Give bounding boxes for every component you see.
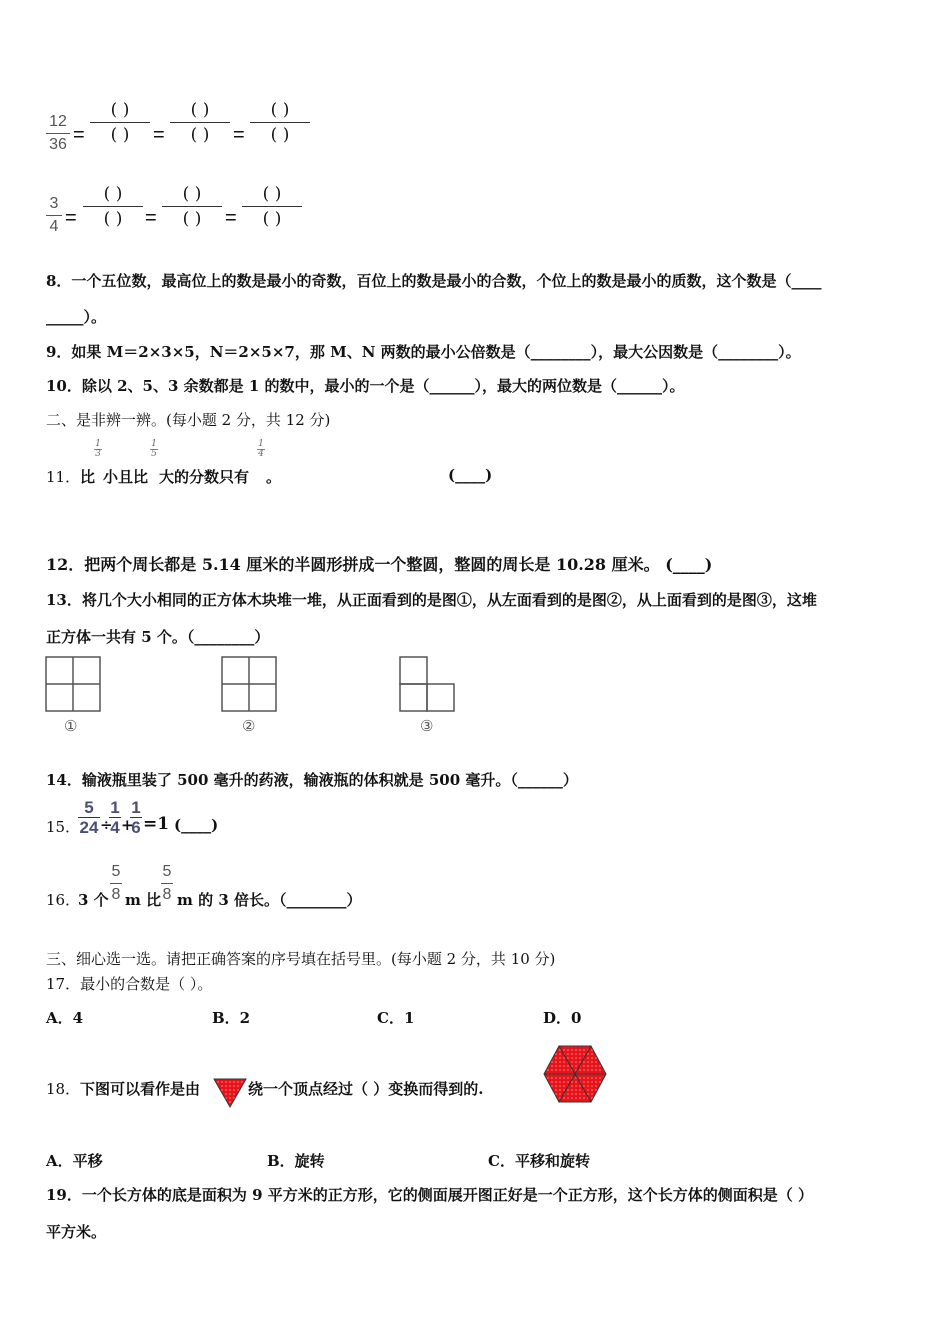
fraction-1-4 xyxy=(257,440,265,459)
question-8-line1: 8．一个五位数，最高位上的数是最小的奇数，百位上的数是最小的合数，个位上的数是最小的质数，这个数是（____ xyxy=(46,272,822,290)
fraction-denominator: 8 xyxy=(111,886,121,903)
blank-denominator: ( ) xyxy=(182,209,202,229)
blank-fraction[interactable] xyxy=(170,100,230,145)
question-11 xyxy=(46,439,546,486)
question-text: 小且比 xyxy=(103,468,149,486)
blank-numerator: ( ) xyxy=(110,100,130,120)
blank-denominator: ( ) xyxy=(190,125,210,145)
operator-plus: + xyxy=(121,816,134,834)
section-2-heading: 二、是非辨一辨。(每小题 2 分，共 12 分) xyxy=(46,411,331,429)
question-text: 绕一个顶点经过（ ）变换而得到的. xyxy=(248,1080,484,1098)
blank-denominator: ( ) xyxy=(262,209,282,229)
operator-divide: ÷ xyxy=(100,816,113,834)
blank-fraction[interactable] xyxy=(242,184,302,229)
question-13-line2: 正方体一共有 5 个。（________） xyxy=(46,628,270,646)
question-13-line1: 13．将几个大小相同的正方体木块堆一堆，从正面看到的是图①，从左面看到的是图②，从上面看到的是图③，这堆 xyxy=(46,591,817,609)
fraction-numerator: 3 xyxy=(49,195,59,212)
question-16 xyxy=(46,860,446,910)
fraction-denominator: 3 xyxy=(95,449,101,459)
question-number: 15． xyxy=(46,818,81,836)
question-text: 。 xyxy=(266,468,282,486)
option-d[interactable]: D．0 xyxy=(543,1009,582,1027)
fraction-numerator: 5 xyxy=(162,863,172,880)
fraction-numerator: 1 xyxy=(151,439,157,449)
figure-1-front-view xyxy=(44,655,104,715)
question-10: 10．除以 2、5、3 余数都是 1 的数中，最小的一个是（______），最大的两位数是（______）。 xyxy=(46,377,685,395)
option-c[interactable]: C．平移和旋转 xyxy=(488,1152,590,1170)
fraction-numerator: 1 xyxy=(131,798,141,817)
question-17: 17．最小的合数是（ ）。 xyxy=(46,975,213,993)
question-text: 3 个 xyxy=(78,891,109,909)
fraction-12-36 xyxy=(46,112,70,155)
fraction-numerator: 12 xyxy=(49,113,67,130)
equals-sign: = xyxy=(65,207,77,229)
fraction-denominator: 5 xyxy=(151,449,157,459)
section-3-heading: 三、细心选一选。请把正确答案的序号填在括号里。(每小题 2 分，共 10 分) xyxy=(46,950,556,968)
question-text: 比 xyxy=(80,468,96,486)
equals-sign: = xyxy=(73,124,85,146)
question-text: 大的分数只有 xyxy=(159,468,250,486)
fraction-numerator: 5 xyxy=(111,863,121,880)
fraction-denominator: 36 xyxy=(49,136,67,153)
question-12: 12．把两个周长都是 5.14 厘米的半圆形拼成一个整圆，整圆的周长是 10.28 厘米。 (____) xyxy=(46,555,713,574)
question-number: 11． xyxy=(46,468,81,486)
question-text: m 比 xyxy=(125,891,162,909)
equals-sign: = xyxy=(153,124,165,146)
blank-denominator: ( ) xyxy=(110,125,130,145)
fraction-denominator: 6 xyxy=(131,818,141,837)
fraction-denominator: 24 xyxy=(79,818,99,837)
fraction-denominator: 4 xyxy=(258,449,264,459)
fraction-numerator: 1 xyxy=(110,798,120,817)
question-19-line2: 平方米。 xyxy=(46,1223,107,1241)
figure-3-top-view xyxy=(398,655,458,715)
fraction-numerator: 1 xyxy=(258,439,264,449)
fraction-1-5 xyxy=(150,440,158,459)
equals-sign: = xyxy=(225,207,237,229)
figure-label-1: ① xyxy=(64,717,78,735)
question-15 xyxy=(46,798,346,842)
fraction-numerator: 5 xyxy=(84,798,94,817)
answer-blank[interactable]: (____) xyxy=(448,466,493,484)
blank-fraction[interactable] xyxy=(83,184,143,229)
question-19-line1: 19．一个长方体的底是面积为 9 平方米的正方形，它的侧面展开图正好是一个正方形，这个长方体的侧面积是（ ） xyxy=(46,1186,813,1204)
equation-result: =1 xyxy=(143,814,170,834)
option-b[interactable]: B．2 xyxy=(212,1009,251,1027)
question-9: 9．如果 M＝2×3×5，N＝2×5×7，那 M、N 两数的最小公倍数是（________），最大公因数是（________）。 xyxy=(46,343,801,361)
fraction-3-4 xyxy=(46,194,62,237)
question-text: 下图可以看作是由 xyxy=(80,1080,201,1098)
blank-numerator: ( ) xyxy=(190,100,210,120)
fraction-5-8 xyxy=(161,862,173,905)
question-8-line2: _____）。 xyxy=(46,308,107,326)
blank-fraction[interactable] xyxy=(250,100,310,145)
fraction-1-4 xyxy=(109,798,121,837)
question-18 xyxy=(46,1040,626,1120)
figure-label-3: ③ xyxy=(420,717,434,735)
red-triangle-icon xyxy=(212,1076,248,1110)
fraction-denominator: 4 xyxy=(110,818,120,837)
fraction-5-8 xyxy=(110,862,122,905)
blank-fraction[interactable] xyxy=(90,100,150,145)
question-number: 16． xyxy=(46,891,81,909)
fraction-numerator: 1 xyxy=(95,439,101,449)
equals-sign: = xyxy=(145,207,157,229)
question-number: 18． xyxy=(46,1080,81,1098)
blank-denominator: ( ) xyxy=(103,209,123,229)
fraction-denominator: 4 xyxy=(49,218,59,235)
option-b[interactable]: B．旋转 xyxy=(267,1152,325,1170)
figure-label-2: ② xyxy=(242,717,256,735)
equals-sign: = xyxy=(233,124,245,146)
figure-2-left-view xyxy=(220,655,280,715)
question-14: 14．输液瓶里装了 500 毫升的药液，输液瓶的体积就是 500 毫升。（______） xyxy=(46,771,578,789)
fraction-5-24 xyxy=(78,798,100,837)
question-text: m 的 3 倍长。（________） xyxy=(177,891,362,909)
answer-blank[interactable]: (____) xyxy=(174,816,219,834)
blank-denominator: ( ) xyxy=(270,125,290,145)
option-a[interactable]: A．4 xyxy=(46,1009,84,1027)
blank-numerator: ( ) xyxy=(182,184,202,204)
option-c[interactable]: C．1 xyxy=(377,1009,415,1027)
fraction-denominator: 8 xyxy=(162,886,172,903)
fraction-1-3 xyxy=(94,440,102,459)
blank-numerator: ( ) xyxy=(103,184,123,204)
red-hexagon-icon xyxy=(542,1044,608,1104)
fraction-1-6 xyxy=(130,798,142,837)
blank-numerator: ( ) xyxy=(270,100,290,120)
blank-fraction[interactable] xyxy=(162,184,222,229)
option-a[interactable]: A．平移 xyxy=(46,1152,103,1170)
blank-numerator: ( ) xyxy=(262,184,282,204)
